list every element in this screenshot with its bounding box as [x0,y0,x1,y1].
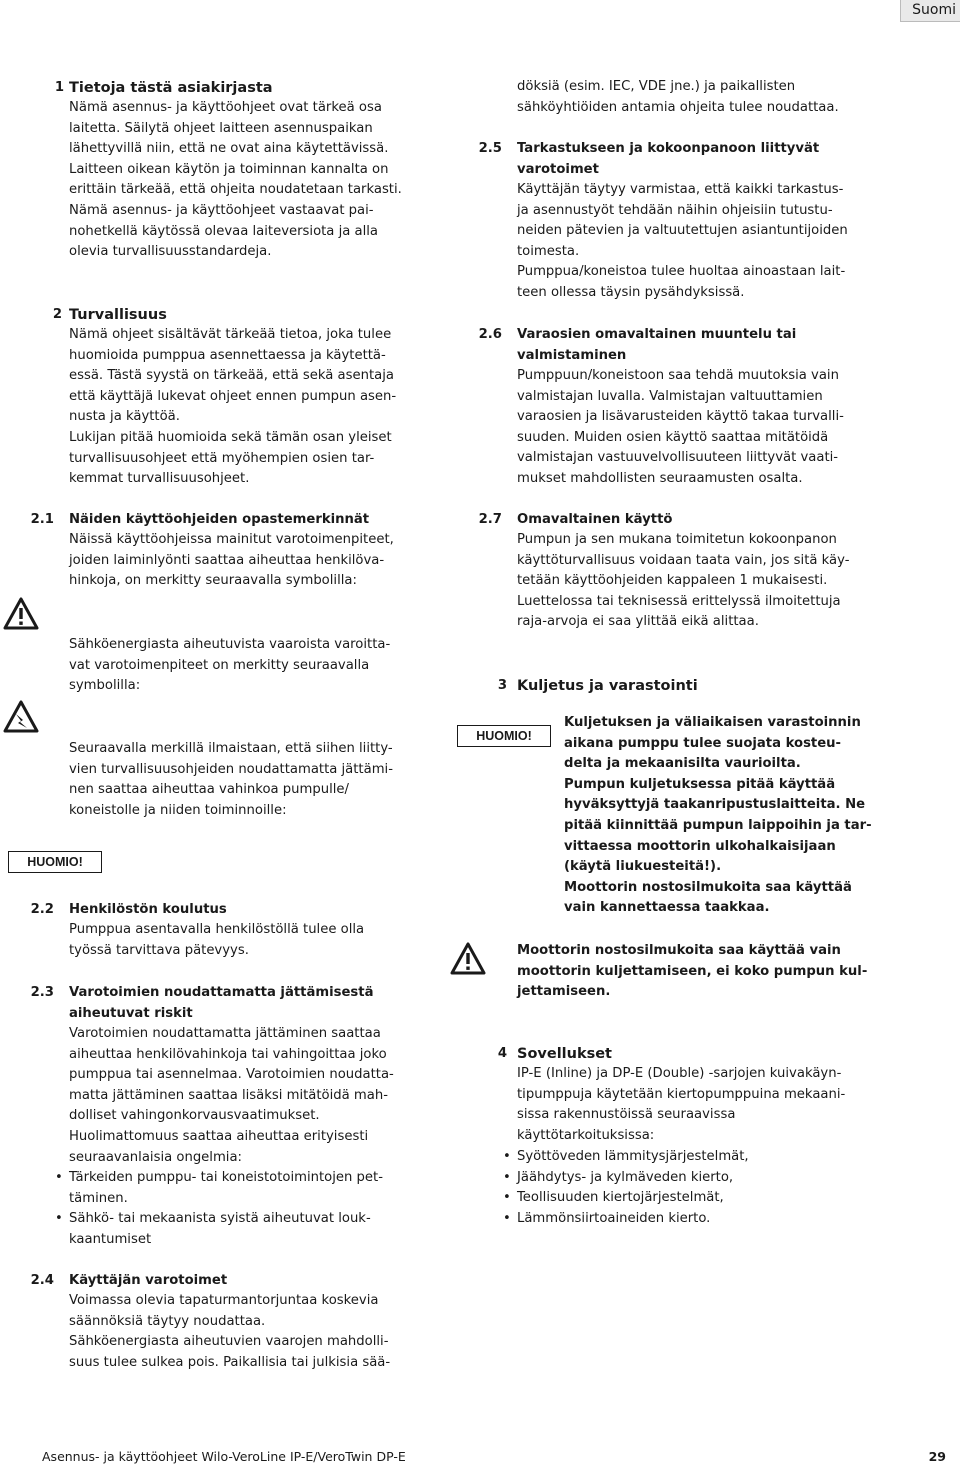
section-title: Henkilöstön koulutus [69,902,227,917]
list-item: • Teollisuuden kiertojärjestelmät, [517,1188,877,1209]
language-tab: Suomi [900,0,960,22]
section-number: 2 [52,307,62,322]
section-body: Varotoimien noudattamatta jättäminen saattaa aiheuttaa henkilövahinkoja tai vahingoittaa joko pumppua tai asennelmaa. Varotoimien noudatta- matta jättäminen saattaa lisäksi mitätöidä mah- dolliset vahingonkorvausvaatimukset. Huolimattomuus saattaa aiheuttaa erityisesti seuraavanlaisia ongelmia: [69,1026,394,1165]
section-title: Varaosien omavaltainen muuntelu tai valmistaminen [517,327,797,363]
notice-text: Kuljetuksen ja väliaikaisen varastoinnin aikana pumppu tulee suojata kosteu- delta ja mekaanisilta vaurioilta. Pumpun kuljetuksessa pitää käyttää hyväksyttyjä taakanripustuslaitteita. Ne pitää kiinnittää pumpun laippoihin ja tar- vittaessa moottorin ulkohalkaisijaan (käytä liukuesteitä!). Moottorin nostosilmukoita saa käyttää vain kannettaessa taakkaa. [564,715,872,916]
section-body: Näissä käyttöohjeissa mainitut varotoimenpiteet, joiden laiminlyönti saattaa aiheuttaa henkilöva- hinkoja, on merkitty seuraavalla symbolilla: [69,532,394,589]
section-title: Turvallisuus [69,307,167,323]
warning-triangle-icon [3,597,39,631]
section-body: Nämä asennus- ja käyttöohjeet ovat tärkeä osa laitetta. Säilytä ohjeet laitteen asennuspaikan lähettyvillä niin, että ne ovat aina käytettävissä. Laitteen oikean käytön ja toiminnan kannalta on erittäin tärkeää, että ohjeita noudatetaan tarkasti. Nämä asennus- ja käyttöohjeet vastaavat pai- nohetkellä käytössä olevaa laiteversiota ja alla olevia turvallisuusstandardeja. [69,100,402,260]
list-item: • Sähkö- tai mekaanista syistä aiheutuvat louk- kaantumiset [69,1209,409,1250]
list-item: • Tärkeiden pumppu- tai koneistotoimintojen pet- täminen. [69,1168,409,1209]
bullet-list [517,1147,877,1229]
section-title: Tarkastukseen ja kokoonpanoon liittyvät varotoimet [517,141,820,177]
notice-badge: HUOMIO! [8,851,102,873]
continued-text: döksiä (esim. IEC, VDE jne.) ja paikallisten sähköyhtiöiden antamia ohjeita tulee noudattaa. [517,79,839,115]
section-title: Käyttäjän varotoimet [69,1273,228,1288]
section-number: 1 [54,80,64,95]
warning-triangle-icon [450,942,486,976]
section-number: 2.6 [478,327,502,342]
electric-hazard-icon [3,700,39,734]
section-number: 2.4 [30,1273,54,1288]
section-body: Käyttäjän täytyy varmistaa, että kaikki tarkastus- ja asennustyöt tehdään näihin ohjeisiin tutustu- neiden pätevien ja valtuutettujen asiantuntijoiden toimesta. Pumppua/koneistoa tulee huoltaa ainoastaan lait- teen ollessa täysin pysähdyksissä. [517,182,848,300]
page-number: 29 [928,1449,946,1464]
section-body: Sähköenergiasta aiheutuvista vaaroista varoitta- vat varotoimenpiteet on merkitty seuraavalla symbolilla: [69,637,391,694]
section-number: 2.2 [30,902,54,917]
section-number: 4 [497,1046,507,1061]
section-title: Varotoimien noudattamatta jättämisestä aiheutuvat riskit [69,985,374,1021]
section-title: Kuljetus ja varastointi [517,678,698,694]
section-number: 2.3 [30,985,54,1000]
section-title: Näiden käyttöohjeiden opastemerkinnät [69,512,370,527]
notice-badge: HUOMIO! [457,725,551,747]
list-item: • Lämmönsiirtoaineiden kierto. [517,1209,877,1230]
section-body: IP-E (Inline) ja DP-E (Double) -sarjojen kuivakäyn- tipumppuja käytetään kiertopumppuina mekaani- sissa rakennustöissä seuraavissa käyttötarkoituksissa: [517,1066,846,1143]
list-item: • Jäähdytys- ja kylmäveden kierto, [517,1168,877,1189]
section-body: Seuraavalla merkillä ilmaistaan, että siihen liitty- vien turvallisuusohjeiden noudattamatta jättämi- nen saattaa aiheuttaa vahinkoa pumpulle/ koneistolle ja niiden toiminnoille: [69,741,393,818]
section-number: 3 [497,678,507,693]
section-title: Tietoja tästä asiakirjasta [69,80,273,96]
list-item: • Syöttöveden lämmitysjärjestelmät, [517,1147,877,1168]
warning-text: Moottorin nostosilmukoita saa käyttää vain moottorin kuljettamiseen, ei koko pumpun kul- jettamiseen. [517,943,868,1000]
section-title: Omavaltainen käyttö [517,512,673,527]
section-number: 2.7 [478,512,502,527]
section-body: Nämä ohjeet sisältävät tärkeää tietoa, joka tulee huomioida pumppua asennettaessa ja käytettä- essä. Tästä syystä on tärkeää, että sekä asentaja että käyttäjä lukevat ohjeet ennen pumpun asen- nusta ja käyttöä. Lukijan pitää huomioida sekä tämän osan yleiset turvallisuusohjeet että myöhempien osien tar- kemmat turvallisuusohjeet. [69,327,397,487]
section-body: Pumppua asentavalla henkilöstöllä tulee olla työssä tarvittava pätevyys. [69,922,365,958]
section-number: 2.1 [30,512,54,527]
section-body: Pumppuun/koneistoon saa tehdä muutoksia vain valmistajan luvalla. Valmistajan valtuuttamien varaosien ja lisävarusteiden käyttö takaa turvalli- suuden. Muiden osien käyttö saattaa mitätöidä valmistajan vastuuvelvollisuuteen liittyvät vaati- mukset mahdollisten seuraamusten osalta. [517,368,844,486]
section-body: Voimassa olevia tapaturmantorjuntaa koskevia säännöksiä täytyy noudattaa. Sähköenergiasta aiheutuvien vaarojen mahdolli- suus tulee sulkea pois. Paikallisia tai julkisia sää- [69,1293,391,1370]
bullet-list [69,1168,409,1250]
section-body: Pumpun ja sen mukana toimitetun kokoonpanon käyttöturvallisuus voidaan taata vain, jos sitä käy- tetään käyttöohjeiden kappaleen 1 mukaisesti. Luettelossa tai teknisessä erittelyssä ilmoitettuja raja-arvoja ei saa ylittää eikä alittaa. [517,532,850,630]
section-number: 2.5 [478,141,502,156]
footer-title: Asennus- ja käyttöohjeet Wilo-VeroLine IP-E/VeroTwin DP-E [42,1449,406,1464]
section-title: Sovellukset [517,1046,612,1062]
